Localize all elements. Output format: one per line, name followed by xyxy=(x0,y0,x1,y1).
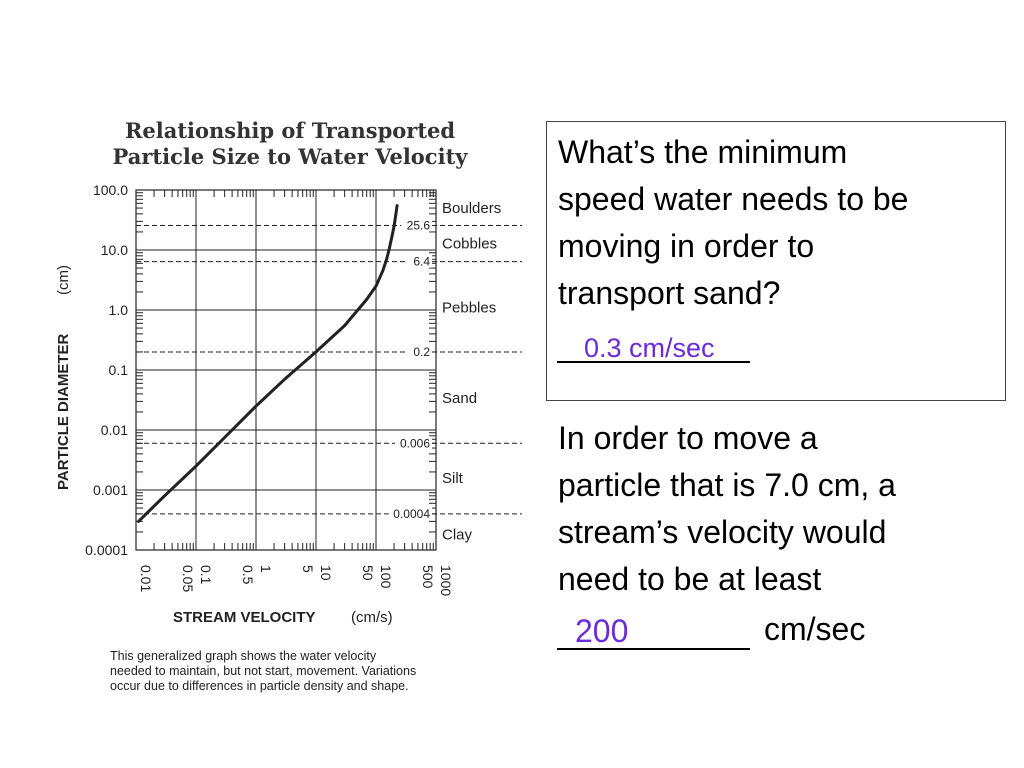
x-tick-label: 0.01 xyxy=(138,565,154,593)
question-2-line: stream’s velocity would xyxy=(558,514,887,550)
x-tick-label: 50 xyxy=(359,565,376,581)
x-axis-label: STREAM VELOCITY xyxy=(173,609,316,626)
question-2-line: In order to move a xyxy=(558,420,818,456)
x-tick-label: 500 xyxy=(419,565,436,589)
y-tick-label: 10.0 xyxy=(100,242,128,258)
chart-note: This generalized graph shows the water velocity xyxy=(110,649,377,663)
x-tick-label: 1 xyxy=(258,565,274,573)
x-tick-label: 0.1 xyxy=(198,565,214,585)
category-label: Sand xyxy=(442,390,478,408)
category-label: Pebbles xyxy=(442,299,497,317)
question-1-line: moving in order to xyxy=(558,228,815,264)
x-tick-label: 0.5 xyxy=(239,565,256,585)
question-1-text xyxy=(558,129,908,317)
boundary-label: 6.4 xyxy=(413,254,430,269)
category-label: Silt xyxy=(442,469,463,487)
question-2-text xyxy=(558,415,896,603)
question-1-line: speed water needs to be xyxy=(558,181,909,217)
boundary-label: 25.6 xyxy=(406,218,430,233)
chart-text xyxy=(55,118,501,693)
y-axis-unit: (cm) xyxy=(55,265,72,295)
y-tick-label: 0.1 xyxy=(108,362,128,378)
category-label: Boulders xyxy=(442,200,502,218)
question-1-line: transport sand? xyxy=(558,275,781,311)
chart-note: needed to maintain, but not start, movement. Variations xyxy=(110,664,417,678)
x-axis-unit: (cm/s) xyxy=(351,609,393,626)
y-tick-label: 0.0001 xyxy=(85,542,128,558)
x-tick-label: 1000 xyxy=(438,565,454,597)
series-line xyxy=(139,206,398,522)
question-2-line: particle that is 7.0 cm, a xyxy=(558,467,896,503)
answer-2-unit: cm/sec xyxy=(764,611,866,647)
category-label: Clay xyxy=(442,526,473,544)
y-axis-label: PARTICLE DIAMETER xyxy=(55,333,72,490)
chart-title: Relationship of Transported xyxy=(124,118,456,143)
y-tick-label: 100.0 xyxy=(92,182,128,198)
x-tick-label: 10 xyxy=(318,565,334,581)
y-tick-label: 1.0 xyxy=(108,302,128,318)
chart-note: occur due to differences in particle density and shape. xyxy=(110,679,409,693)
boundary-label: 0.0004 xyxy=(393,506,430,521)
y-tick-label: 0.01 xyxy=(100,422,128,438)
chart-title: Particle Size to Water Velocity xyxy=(112,144,468,169)
x-tick-label: 5 xyxy=(299,565,316,573)
answer-2: 200 xyxy=(575,613,629,649)
boundary-label: 0.006 xyxy=(399,436,430,451)
question-1-line: What’s the minimum xyxy=(558,134,848,170)
question-2-line: need to be at least xyxy=(558,561,822,597)
y-tick-label: 0.001 xyxy=(92,482,128,498)
category-label: Cobbles xyxy=(442,235,498,253)
x-tick-label: 100 xyxy=(378,565,394,589)
x-tick-label: 0.05 xyxy=(179,565,196,593)
boundary-label: 0.2 xyxy=(413,344,430,359)
answer-1: 0.3 cm/sec xyxy=(584,333,715,363)
series-group xyxy=(139,206,398,522)
